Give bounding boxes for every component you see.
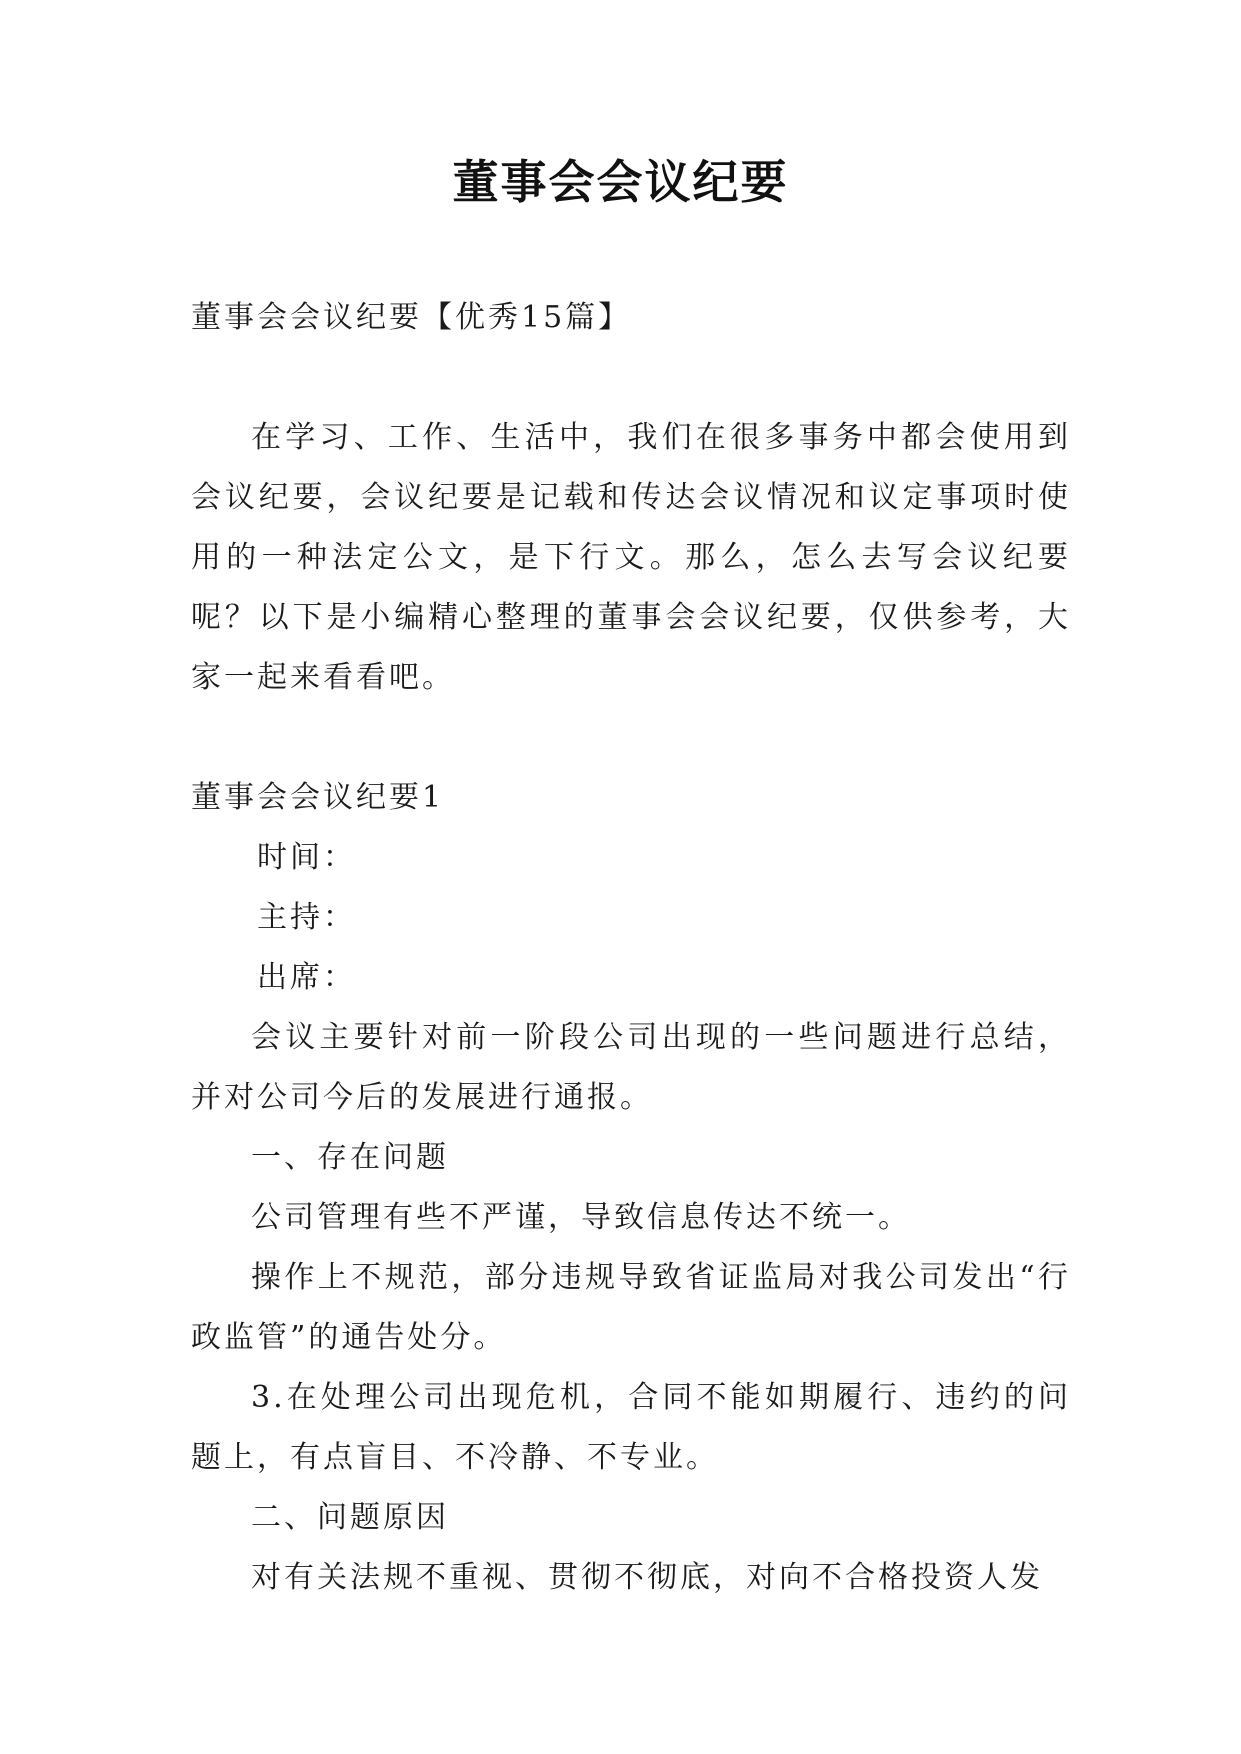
heading-problems: 一、存在问题: [251, 1140, 449, 1175]
document-body: [191, 288, 1071, 1608]
spacer: [191, 348, 1071, 408]
body-paragraph: 对有关法规不重视、贯彻不彻底，对向不合格投资人发: [251, 1560, 1043, 1595]
body-paragraph: 公司管理有些不严谨，导致信息传达不统一。: [251, 1200, 911, 1235]
document-title: 董事会会议纪要: [452, 155, 789, 209]
intro-paragraph: 在学习、工作、生活中，我们在很多事务中都会使用到会议纪要，会议纪要是记载和传达会议情况和议定事项时使用的一种法定公文，是下行文。那么，怎么去写会议纪要呢？以下是小编精心整理的董事会会议纪要，仅供参考，大家一起来看看吧。: [191, 420, 1071, 695]
body-paragraph: 操作上不规范，部分违规导致省证监局对我公司发出“行政监管”的通告处分。: [191, 1260, 1071, 1355]
spacer: [191, 708, 1071, 768]
host-field: 主持：: [257, 900, 356, 935]
body-paragraph: 3.在处理公司出现危机，合同不能如期履行、违约的问题上，有点盲目、不冷静、不专业。: [191, 1380, 1071, 1475]
body-paragraph: 会议主要针对前一阶段公司出现的一些问题进行总结，并对公司今后的发展进行通报。: [191, 1020, 1071, 1115]
section-title: 董事会会议纪要1: [191, 780, 445, 815]
document-subtitle: 董事会会议纪要【优秀15篇】: [191, 300, 632, 335]
attendees-field: 出席：: [257, 960, 356, 995]
heading-causes: 二、问题原因: [251, 1500, 449, 1535]
time-field: 时间：: [257, 840, 356, 875]
